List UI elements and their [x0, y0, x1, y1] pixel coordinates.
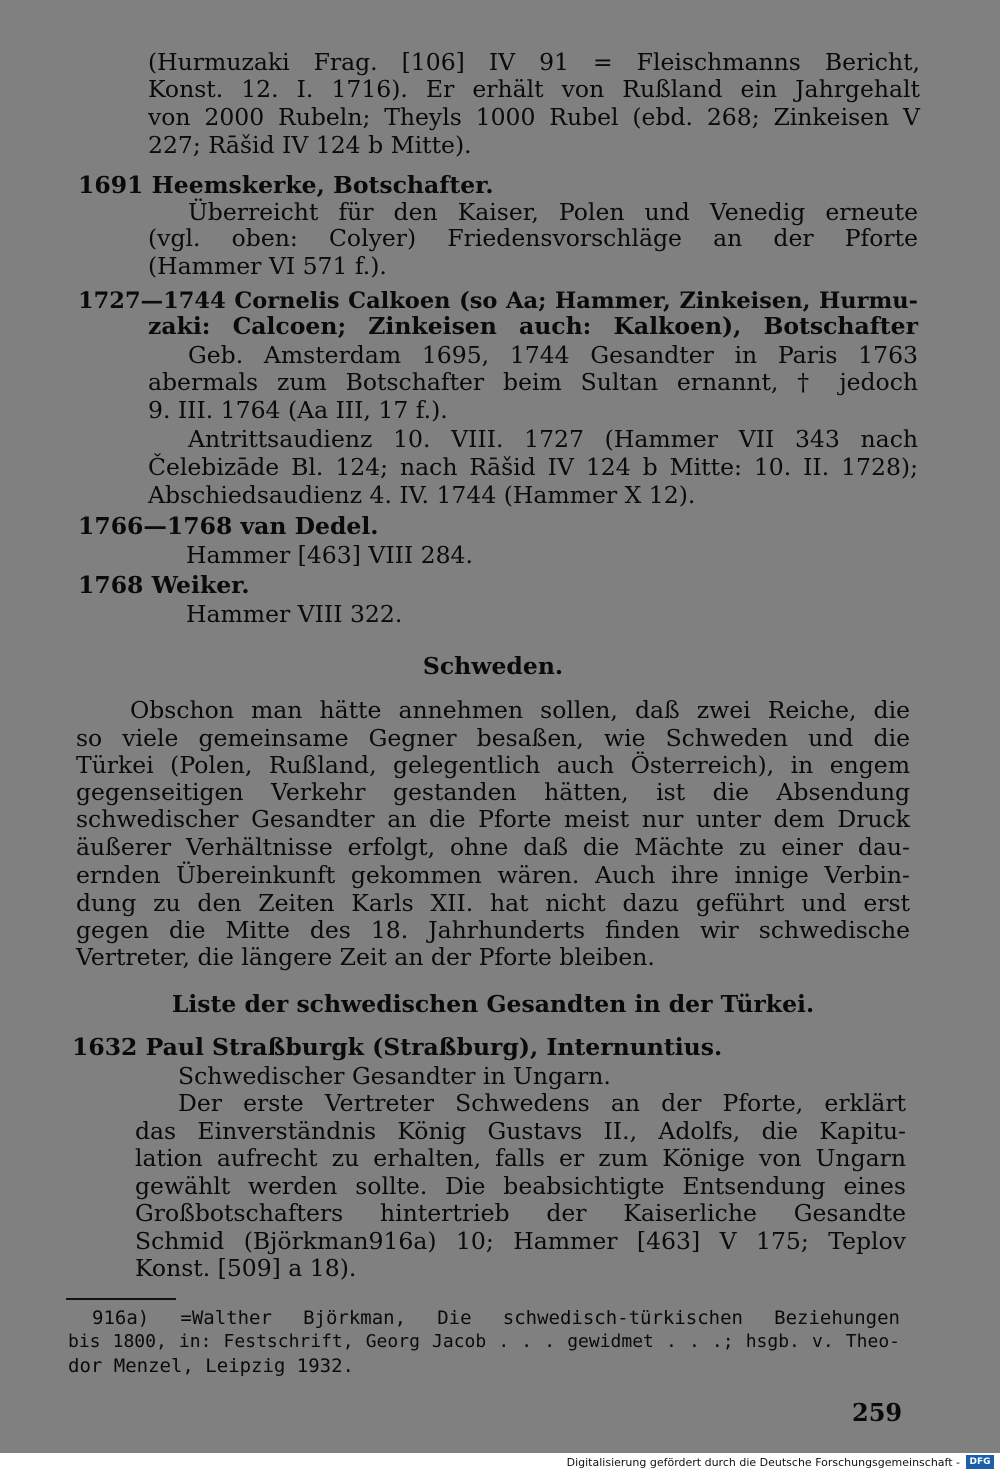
- text-line: gegen die Mitte des 18. Jahrhunderts finden wir schwedische: [76, 916, 910, 944]
- footnote-rule: [66, 1298, 176, 1300]
- footnote-line: dor Menzel, Leipzig 1932.: [68, 1355, 354, 1377]
- page-number: 259: [852, 1398, 903, 1427]
- footnote-line: bis 1800, in: Festschrift, Georg Jacob . . . gewidmet . . .; hsgb. v. Theo-: [68, 1331, 900, 1352]
- text-line: Konst. [509] a 18).: [135, 1254, 357, 1282]
- text-line: Geb. Amsterdam 1695, 1744 Gesandter in Paris 1763: [188, 341, 918, 369]
- text-line: gewählt werden sollte. Die beabsichtigte Entsendung eines: [135, 1172, 906, 1200]
- text-line: schwedischer Gesandter an die Pforte meist nur unter dem Druck: [76, 805, 910, 833]
- section-heading: Liste der schwedischen Gesandten in der Türkei.: [171, 990, 815, 1018]
- text-line: lation aufrecht zu erhalten, falls er zum Könige von Ungarn: [135, 1144, 906, 1172]
- text-line: dung zu den Zeiten Karls XII. hat nicht dazu geführt und erst: [76, 889, 910, 917]
- text-line: Hammer VIII 322.: [186, 600, 403, 628]
- text-line: von 2000 Rubeln; Theyls 1000 Rubel (ebd. 268; Zinkeisen V: [148, 103, 920, 131]
- dfg-logo: DFG: [966, 1455, 994, 1469]
- text-line: (Hurmuzaki Frag. [106] IV 91 = Fleischmanns Bericht,: [148, 48, 920, 76]
- entry-heading: zaki: Calcoen; Zinkeisen auch: Kalkoen), Botschafter: [148, 312, 918, 340]
- text-line: Konst. 12. I. 1716). Er erhält von Rußland ein Jahrgehalt: [148, 75, 920, 103]
- text-line: Abschiedsaudienz 4. IV. 1744 (Hammer X 12).: [148, 481, 696, 509]
- entry-heading: 1691 Heemskerke, Botschafter.: [78, 171, 494, 199]
- section-heading: Schweden.: [422, 652, 564, 680]
- text-line: Der erste Vertreter Schwedens an der Pforte, erklärt: [178, 1089, 906, 1117]
- footnote-line: 916a) =Walther Björkman, Die schwedisch-türkischen Beziehungen: [92, 1307, 900, 1329]
- text-line: Antrittsaudienz 10. VIII. 1727 (Hammer VII 343 nach: [188, 425, 918, 453]
- text-line: (Hammer VI 571 f.).: [148, 252, 387, 280]
- text-line: Türkei (Polen, Rußland, gelegentlich auch Österreich), in engem: [76, 751, 910, 779]
- text-line: Großbotschafters hintertrieb der Kaiserliche Gesandte: [135, 1199, 906, 1227]
- entry-heading: 1727—1744 Cornelis Calkoen (so Aa; Hammer, Zinkeisen, Hurmu-: [78, 288, 918, 314]
- text-line: abermals zum Botschafter beim Sultan ernannt, † jedoch: [148, 368, 918, 396]
- text-line: Obschon man hätte annehmen sollen, daß zwei Reiche, die: [130, 696, 910, 724]
- text-line: Schmid (Björkman916a) 10; Hammer [463] V 175; Teplov: [135, 1227, 906, 1255]
- footer-credit: Digitalisierung gefördert durch die Deutsche Forschungsgemeinschaft -: [566, 1456, 960, 1469]
- text-line: Hammer [463] VIII 284.: [186, 541, 473, 569]
- text-line: gegenseitigen Verkehr gestanden hätten, ist die Absendung: [76, 778, 910, 806]
- entry-heading: 1632 Paul Straßburgk (Straßburg), Internuntius.: [72, 1033, 723, 1061]
- text-line: Čelebizāde Bl. 124; nach Rāšid IV 124 b Mitte: 10. II. 1728);: [148, 453, 918, 481]
- text-line: das Einverständnis König Gustavs II., Adolfs, die Kapitu-: [135, 1117, 906, 1145]
- text-line: so viele gemeinsame Gegner besaßen, wie Schweden und die: [76, 724, 910, 752]
- text-line: äußerer Verhältnisse erfolgt, ohne daß die Mächte zu einer dau-: [76, 833, 910, 861]
- text-line: 9. III. 1764 (Aa III, 17 f.).: [148, 396, 448, 424]
- entry-heading: 1766—1768 van Dedel.: [78, 512, 379, 540]
- text-line: (vgl. oben: Colyer) Friedensvorschläge an der Pforte: [148, 224, 918, 252]
- text-line: ernden Übereinkunft gekommen wären. Auch ihre innige Verbin-: [76, 861, 910, 889]
- entry-heading: 1768 Weiker.: [78, 571, 250, 599]
- text-line: 227; Rāšid IV 124 b Mitte).: [148, 131, 472, 159]
- text-line: Vertreter, die längere Zeit an der Pforte bleiben.: [76, 943, 655, 971]
- digitization-footer: [0, 1453, 1000, 1473]
- text-line: Schwedischer Gesandter in Ungarn.: [178, 1062, 611, 1090]
- text-line: Überreicht für den Kaiser, Polen und Venedig erneute: [188, 198, 918, 226]
